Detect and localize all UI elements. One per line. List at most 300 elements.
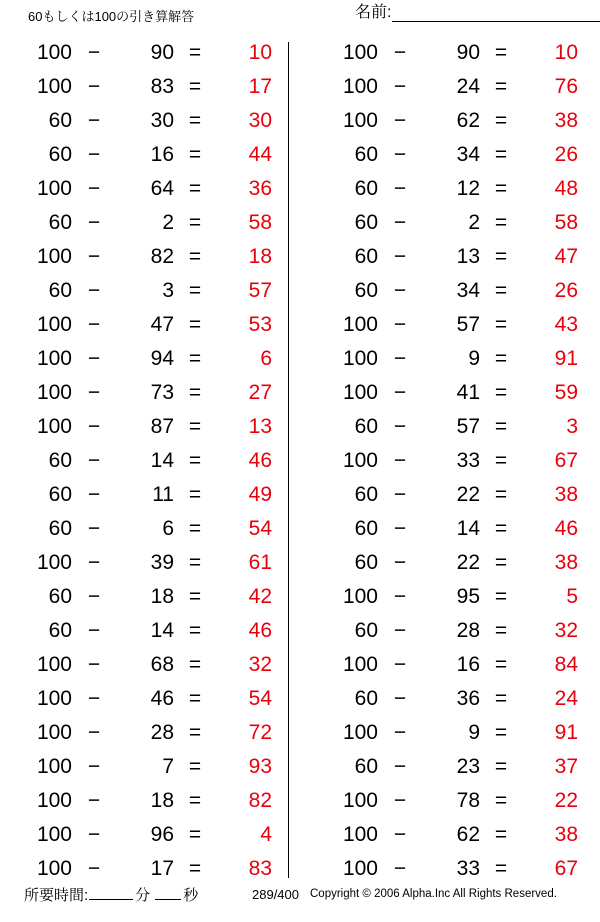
- operand-first: 60: [48, 619, 72, 642]
- operand-second: 28: [150, 721, 174, 744]
- equals-sign: =: [188, 143, 202, 166]
- operand-second: 11: [152, 483, 174, 506]
- operand-second: 28: [456, 619, 480, 642]
- minus-sign: −: [393, 789, 407, 812]
- equals-sign: =: [188, 585, 202, 608]
- problem-row: [10, 852, 290, 886]
- problem-row: [316, 784, 594, 818]
- problem-row: [10, 546, 290, 580]
- problem-row: [10, 716, 290, 750]
- operand-second: 17: [150, 857, 174, 880]
- problem-row: [316, 648, 594, 682]
- operand-first: 60: [48, 585, 72, 608]
- problem-row: [316, 70, 594, 104]
- operand-first: 100: [36, 381, 72, 404]
- answer-value: 61: [248, 551, 272, 574]
- minus-sign: −: [87, 143, 101, 166]
- operand-second: 94: [150, 347, 174, 370]
- operand-second: 23: [456, 755, 480, 778]
- problem-row: [10, 818, 290, 852]
- operand-second: 95: [456, 585, 480, 608]
- minus-sign: −: [87, 415, 101, 438]
- operand-first: 100: [342, 653, 378, 676]
- problem-row: [10, 784, 290, 818]
- operand-first: 60: [48, 279, 72, 302]
- operand-second: 46: [150, 687, 174, 710]
- problem-row: [316, 444, 594, 478]
- operand-first: 60: [48, 109, 72, 132]
- equals-sign: =: [494, 789, 508, 812]
- problem-column-left: [0, 36, 300, 884]
- problem-row: [10, 682, 290, 716]
- equals-sign: =: [494, 109, 508, 132]
- page-footer: [0, 884, 600, 912]
- minus-sign: −: [393, 721, 407, 744]
- operand-second: 36: [456, 687, 480, 710]
- equals-sign: =: [494, 483, 508, 506]
- operand-first: 100: [36, 789, 72, 812]
- operand-first: 100: [36, 415, 72, 438]
- equals-sign: =: [188, 177, 202, 200]
- minus-sign: −: [87, 109, 101, 132]
- operand-second: 30: [150, 109, 174, 132]
- operand-first: 100: [342, 857, 378, 880]
- minus-sign: −: [87, 177, 101, 200]
- operand-first: 60: [354, 483, 378, 506]
- operand-second: 18: [150, 789, 174, 812]
- equals-sign: =: [188, 721, 202, 744]
- operand-first: 60: [354, 279, 378, 302]
- operand-second: 9: [468, 347, 480, 370]
- page-number: 289/400: [252, 887, 299, 902]
- problem-row: [10, 512, 290, 546]
- operand-first: 100: [36, 857, 72, 880]
- equals-sign: =: [494, 585, 508, 608]
- operand-first: 60: [354, 245, 378, 268]
- minus-sign: −: [87, 449, 101, 472]
- minus-sign: −: [393, 857, 407, 880]
- problem-row: [10, 138, 290, 172]
- answer-value: 44: [248, 143, 272, 166]
- operand-first: 100: [36, 755, 72, 778]
- equals-sign: =: [188, 381, 202, 404]
- operand-second: 24: [456, 75, 480, 98]
- problem-row: [316, 614, 594, 648]
- operand-first: 100: [36, 177, 72, 200]
- minus-sign: −: [393, 75, 407, 98]
- answer-value: 58: [554, 211, 578, 234]
- seconds-input-line[interactable]: [155, 884, 181, 900]
- equals-sign: =: [494, 721, 508, 744]
- answer-value: 67: [554, 857, 578, 880]
- minus-sign: −: [87, 857, 101, 880]
- equals-sign: =: [494, 687, 508, 710]
- operand-first: 100: [36, 687, 72, 710]
- operand-first: 60: [48, 211, 72, 234]
- operand-first: 60: [354, 755, 378, 778]
- operand-second: 87: [150, 415, 174, 438]
- problem-row: [10, 206, 290, 240]
- operand-second: 2: [468, 211, 480, 234]
- minus-sign: −: [87, 483, 101, 506]
- answer-value: 59: [554, 381, 578, 404]
- answer-value: 36: [248, 177, 272, 200]
- equals-sign: =: [494, 517, 508, 540]
- problem-row: [316, 512, 594, 546]
- answer-value: 22: [554, 789, 578, 812]
- answer-value: 4: [260, 823, 272, 846]
- equals-sign: =: [188, 279, 202, 302]
- operand-second: 68: [150, 653, 174, 676]
- equals-sign: =: [188, 211, 202, 234]
- operand-second: 16: [456, 653, 480, 676]
- operand-first: 60: [354, 619, 378, 642]
- minus-sign: −: [393, 653, 407, 676]
- equals-sign: =: [494, 143, 508, 166]
- operand-first: 100: [342, 75, 378, 98]
- minus-sign: −: [393, 143, 407, 166]
- minus-sign: −: [393, 449, 407, 472]
- operand-second: 33: [456, 857, 480, 880]
- operand-first: 100: [36, 313, 72, 336]
- time-required-label: 所要時間:: [24, 887, 89, 904]
- minus-sign: −: [87, 517, 101, 540]
- answer-value: 5: [566, 585, 578, 608]
- answer-value: 83: [248, 857, 272, 880]
- operand-second: 22: [456, 551, 480, 574]
- answer-value: 3: [566, 415, 578, 438]
- equals-sign: =: [188, 687, 202, 710]
- operand-second: 34: [456, 279, 480, 302]
- operand-second: 39: [150, 551, 174, 574]
- operand-first: 100: [36, 823, 72, 846]
- operand-second: 14: [150, 449, 174, 472]
- operand-second: 47: [150, 313, 174, 336]
- answer-value: 57: [248, 279, 272, 302]
- answer-value: 18: [248, 245, 272, 268]
- operand-second: 57: [456, 313, 480, 336]
- problem-row: [10, 648, 290, 682]
- equals-sign: =: [188, 857, 202, 880]
- minus-sign: −: [393, 347, 407, 370]
- minus-sign: −: [393, 585, 407, 608]
- minus-sign: −: [87, 381, 101, 404]
- equals-sign: =: [494, 177, 508, 200]
- answer-value: 26: [554, 143, 578, 166]
- equals-sign: =: [188, 517, 202, 540]
- problem-row: [316, 342, 594, 376]
- equals-sign: =: [188, 619, 202, 642]
- answer-value: 54: [248, 517, 272, 540]
- operand-second: 2: [162, 211, 174, 234]
- equals-sign: =: [494, 313, 508, 336]
- minus-sign: −: [87, 347, 101, 370]
- operand-first: 60: [354, 177, 378, 200]
- minus-sign: −: [393, 687, 407, 710]
- problem-row: [316, 852, 594, 886]
- equals-sign: =: [188, 313, 202, 336]
- answer-value: 47: [554, 245, 578, 268]
- problem-row: [316, 274, 594, 308]
- operand-second: 90: [150, 41, 174, 64]
- problem-row: [316, 240, 594, 274]
- problem-row: [10, 614, 290, 648]
- operand-first: 60: [48, 143, 72, 166]
- operand-first: 100: [36, 653, 72, 676]
- problem-row: [10, 36, 290, 70]
- answer-value: 72: [248, 721, 272, 744]
- operand-first: 60: [354, 517, 378, 540]
- equals-sign: =: [188, 789, 202, 812]
- equals-sign: =: [494, 823, 508, 846]
- operand-second: 18: [150, 585, 174, 608]
- operand-first: 100: [36, 41, 72, 64]
- answer-value: 38: [554, 823, 578, 846]
- problem-row: [10, 750, 290, 784]
- answer-value: 46: [554, 517, 578, 540]
- equals-sign: =: [188, 347, 202, 370]
- operand-first: 60: [354, 551, 378, 574]
- problem-row: [10, 70, 290, 104]
- answer-value: 27: [248, 381, 272, 404]
- minus-sign: −: [393, 755, 407, 778]
- answer-value: 38: [554, 483, 578, 506]
- minus-sign: −: [393, 41, 407, 64]
- operand-second: 3: [162, 279, 174, 302]
- problem-row: [10, 308, 290, 342]
- operand-first: 60: [48, 483, 72, 506]
- operand-first: 100: [342, 449, 378, 472]
- operand-second: 96: [150, 823, 174, 846]
- operand-first: 100: [36, 551, 72, 574]
- equals-sign: =: [494, 75, 508, 98]
- equals-sign: =: [188, 109, 202, 132]
- operand-first: 100: [342, 41, 378, 64]
- operand-first: 60: [354, 211, 378, 234]
- equals-sign: =: [494, 653, 508, 676]
- equals-sign: =: [494, 857, 508, 880]
- minutes-input-line[interactable]: [89, 884, 133, 900]
- answer-value: 53: [248, 313, 272, 336]
- operand-second: 14: [456, 517, 480, 540]
- equals-sign: =: [188, 755, 202, 778]
- operand-second: 62: [456, 109, 480, 132]
- operand-first: 60: [354, 687, 378, 710]
- equals-sign: =: [494, 755, 508, 778]
- answer-value: 38: [554, 109, 578, 132]
- problem-row: [316, 716, 594, 750]
- page-header: [0, 0, 600, 34]
- minus-sign: −: [87, 313, 101, 336]
- copyright-notice: Copyright © 2006 Alpha.Inc All Rights Reserved.: [310, 888, 557, 900]
- answer-value: 43: [554, 313, 578, 336]
- minus-sign: −: [393, 517, 407, 540]
- minus-sign: −: [87, 789, 101, 812]
- operand-second: 33: [456, 449, 480, 472]
- minus-sign: −: [393, 551, 407, 574]
- problem-row: [316, 308, 594, 342]
- answer-value: 26: [554, 279, 578, 302]
- problem-row: [10, 410, 290, 444]
- minus-sign: −: [87, 245, 101, 268]
- page-title: 60もしくは100の引き算解答: [28, 9, 195, 24]
- operand-second: 34: [456, 143, 480, 166]
- answer-value: 54: [248, 687, 272, 710]
- problem-row: [316, 818, 594, 852]
- operand-second: 83: [150, 75, 174, 98]
- minus-sign: −: [393, 245, 407, 268]
- minus-sign: −: [393, 177, 407, 200]
- answer-value: 24: [554, 687, 578, 710]
- equals-sign: =: [188, 483, 202, 506]
- operand-first: 60: [354, 415, 378, 438]
- operand-second: 62: [456, 823, 480, 846]
- problem-row: [10, 172, 290, 206]
- problem-row: [316, 682, 594, 716]
- answer-value: 6: [260, 347, 272, 370]
- operand-first: 100: [342, 789, 378, 812]
- minus-sign: −: [87, 279, 101, 302]
- answer-value: 82: [248, 789, 272, 812]
- minus-sign: −: [393, 483, 407, 506]
- answer-value: 17: [248, 75, 272, 98]
- answer-value: 32: [248, 653, 272, 676]
- operand-first: 100: [342, 313, 378, 336]
- minus-sign: −: [393, 415, 407, 438]
- problem-row: [316, 580, 594, 614]
- answer-value: 30: [248, 109, 272, 132]
- equals-sign: =: [494, 347, 508, 370]
- operand-first: 100: [36, 245, 72, 268]
- minus-sign: −: [393, 279, 407, 302]
- minus-sign: −: [393, 109, 407, 132]
- answer-value: 46: [248, 449, 272, 472]
- time-required-area: [24, 884, 202, 905]
- operand-second: 12: [456, 177, 480, 200]
- problem-row: [10, 274, 290, 308]
- problem-row: [316, 206, 594, 240]
- operand-second: 64: [150, 177, 174, 200]
- problem-row: [10, 240, 290, 274]
- minus-sign: −: [87, 41, 101, 64]
- column-divider: [288, 42, 289, 878]
- name-label: 名前:: [355, 4, 392, 21]
- minus-sign: −: [393, 313, 407, 336]
- operand-second: 57: [456, 415, 480, 438]
- problem-row: [316, 104, 594, 138]
- operand-first: 60: [48, 517, 72, 540]
- problem-row: [316, 138, 594, 172]
- equals-sign: =: [494, 551, 508, 574]
- equals-sign: =: [188, 449, 202, 472]
- equals-sign: =: [188, 41, 202, 64]
- answer-value: 76: [554, 75, 578, 98]
- operand-first: 60: [354, 143, 378, 166]
- problem-row: [10, 580, 290, 614]
- answer-value: 93: [248, 755, 272, 778]
- operand-second: 9: [468, 721, 480, 744]
- minus-sign: −: [87, 211, 101, 234]
- answer-value: 10: [554, 41, 578, 64]
- operand-second: 16: [150, 143, 174, 166]
- answer-value: 49: [248, 483, 272, 506]
- equals-sign: =: [494, 449, 508, 472]
- equals-sign: =: [188, 75, 202, 98]
- equals-sign: =: [494, 41, 508, 64]
- answer-value: 13: [248, 415, 272, 438]
- answer-value: 91: [554, 347, 578, 370]
- minutes-unit-label: 分: [135, 887, 151, 904]
- operand-second: 22: [456, 483, 480, 506]
- equals-sign: =: [188, 653, 202, 676]
- answer-value: 91: [554, 721, 578, 744]
- equals-sign: =: [494, 211, 508, 234]
- operand-second: 41: [456, 381, 480, 404]
- operand-first: 60: [48, 449, 72, 472]
- operand-second: 73: [150, 381, 174, 404]
- problem-row: [10, 342, 290, 376]
- answer-value: 38: [554, 551, 578, 574]
- minus-sign: −: [87, 823, 101, 846]
- equals-sign: =: [188, 415, 202, 438]
- answer-value: 32: [554, 619, 578, 642]
- problem-list-left: [10, 36, 290, 886]
- operand-first: 100: [342, 109, 378, 132]
- minus-sign: −: [87, 551, 101, 574]
- problem-row: [10, 478, 290, 512]
- operand-second: 14: [150, 619, 174, 642]
- equals-sign: =: [188, 823, 202, 846]
- answer-value: 37: [554, 755, 578, 778]
- problem-row: [10, 376, 290, 410]
- problem-row: [316, 410, 594, 444]
- problem-row: [316, 750, 594, 784]
- equals-sign: =: [188, 551, 202, 574]
- operand-first: 100: [36, 75, 72, 98]
- operand-second: 13: [456, 245, 480, 268]
- operand-second: 90: [456, 41, 480, 64]
- equals-sign: =: [494, 415, 508, 438]
- minus-sign: −: [393, 823, 407, 846]
- operand-first: 100: [342, 347, 378, 370]
- name-field-area: [355, 4, 600, 22]
- equals-sign: =: [494, 279, 508, 302]
- operand-second: 82: [150, 245, 174, 268]
- problem-row: [316, 376, 594, 410]
- problem-row: [10, 444, 290, 478]
- problem-columns: [0, 36, 600, 884]
- answer-value: 48: [554, 177, 578, 200]
- minus-sign: −: [393, 381, 407, 404]
- operand-first: 100: [36, 721, 72, 744]
- seconds-unit-label: 秒: [183, 887, 199, 904]
- operand-second: 6: [162, 517, 174, 540]
- minus-sign: −: [87, 755, 101, 778]
- problem-row: [316, 36, 594, 70]
- operand-second: 78: [456, 789, 480, 812]
- minus-sign: −: [87, 619, 101, 642]
- answer-value: 84: [554, 653, 578, 676]
- problem-row: [316, 172, 594, 206]
- answer-value: 67: [554, 449, 578, 472]
- minus-sign: −: [87, 75, 101, 98]
- name-input-line[interactable]: [392, 4, 600, 22]
- answer-value: 46: [248, 619, 272, 642]
- operand-first: 100: [342, 721, 378, 744]
- answer-value: 58: [248, 211, 272, 234]
- equals-sign: =: [494, 245, 508, 268]
- problem-column-right: [300, 36, 600, 884]
